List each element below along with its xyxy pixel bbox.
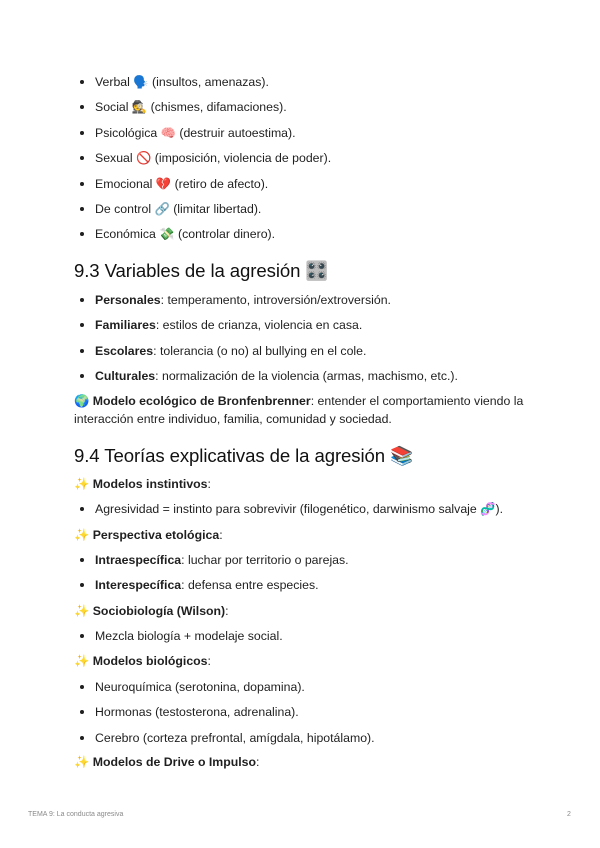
list-item: Personales: temperamento, introversión/extroversión. (74, 292, 458, 317)
subheading-sociobiologia: ✨ Sociobiología (Wilson): (74, 604, 229, 618)
biologicos-list (74, 679, 375, 755)
variables-list (74, 292, 458, 394)
list-item: Económica 💸 (controlar dinero). (74, 226, 331, 251)
section-heading-9-4: 9.4 Teorías explicativas de la agresión 📚 (74, 445, 414, 466)
sparkles-icon: ✨ (74, 654, 90, 668)
etologica-list (74, 552, 349, 603)
list-item: Intraespecífica: luchar por territorio o parejas. (74, 552, 349, 577)
list-item: Sexual 🚫 (imposición, violencia de poder). (74, 150, 331, 175)
list-item: Culturales: normalización de la violencia (armas, machismo, etc.). (74, 368, 458, 393)
sparkles-icon: ✨ (74, 528, 90, 542)
list-item: Cerebro (corteza prefrontal, amígdala, hipotálamo). (74, 730, 375, 755)
aggression-forms-list (74, 74, 331, 252)
dna-icon: 🧬 (480, 502, 496, 516)
sparkles-icon: ✨ (74, 477, 90, 491)
list-item: Escolares: tolerancia (o no) al bullying en el cole. (74, 343, 458, 368)
brain-icon: 🧠 (160, 125, 176, 140)
list-item: Familiares: estilos de crianza, violencia en casa. (74, 317, 458, 342)
broken-heart-icon: 💔 (155, 176, 172, 191)
sociobiologia-list (74, 628, 283, 653)
control-knobs-icon: 🎛️ (305, 260, 329, 281)
list-item: Neuroquímica (serotonina, dopamina). (74, 679, 375, 704)
list-item: Hormonas (testosterona, adrenalina). (74, 704, 375, 729)
instintivos-list (74, 501, 503, 526)
ecological-model-paragraph: 🌍 Modelo ecológico de Bronfenbrenner: entender el comportamiento viendo la interacción entre individuo, familia, comunidad y sociedad. (74, 394, 524, 426)
speaking-head-icon: 🗣️ (133, 75, 149, 89)
list-item: Emocional 💔 (retiro de afecto). (74, 176, 331, 201)
link-icon: 🔗 (154, 201, 170, 216)
money-wings-icon: 💸 (159, 227, 175, 242)
list-item: Social 🕵️ (chismes, difamaciones). (74, 99, 331, 124)
books-icon: 📚 (390, 445, 414, 466)
list-item: Verbal 🗣️ (insultos, amenazas). (74, 74, 331, 99)
list-item: Interespecífica: defensa entre especies. (74, 577, 349, 602)
list-item: De control 🔗 (limitar libertad). (74, 201, 331, 226)
footer-doc-title: TEMA 9: La conducta agresiva (28, 811, 124, 818)
detective-icon: 🕵️ (131, 100, 148, 115)
subheading-instintivos: ✨ Modelos instintivos: (74, 477, 211, 491)
subheading-biologicos: ✨ Modelos biológicos: (74, 654, 211, 668)
sparkles-icon: ✨ (74, 604, 90, 618)
sparkles-icon: ✨ (74, 755, 90, 769)
section-heading-9-3: 9.3 Variables de la agresión 🎛️ (74, 260, 329, 281)
list-item: Psicológica 🧠 (destruir autoestima). (74, 125, 331, 150)
subheading-etologica: ✨ Perspectiva etológica: (74, 528, 223, 542)
list-item: Mezcla biología + modelaje social. (74, 628, 283, 653)
subheading-drive: ✨ Modelos de Drive o Impulso: (74, 755, 260, 769)
globe-icon: 🌍 (74, 394, 90, 408)
prohibited-icon: 🚫 (136, 151, 152, 166)
footer-page-number: 2 (567, 811, 571, 818)
list-item: Agresividad = instinto para sobrevivir (filogenético, darwinismo salvaje 🧬). (74, 501, 503, 526)
